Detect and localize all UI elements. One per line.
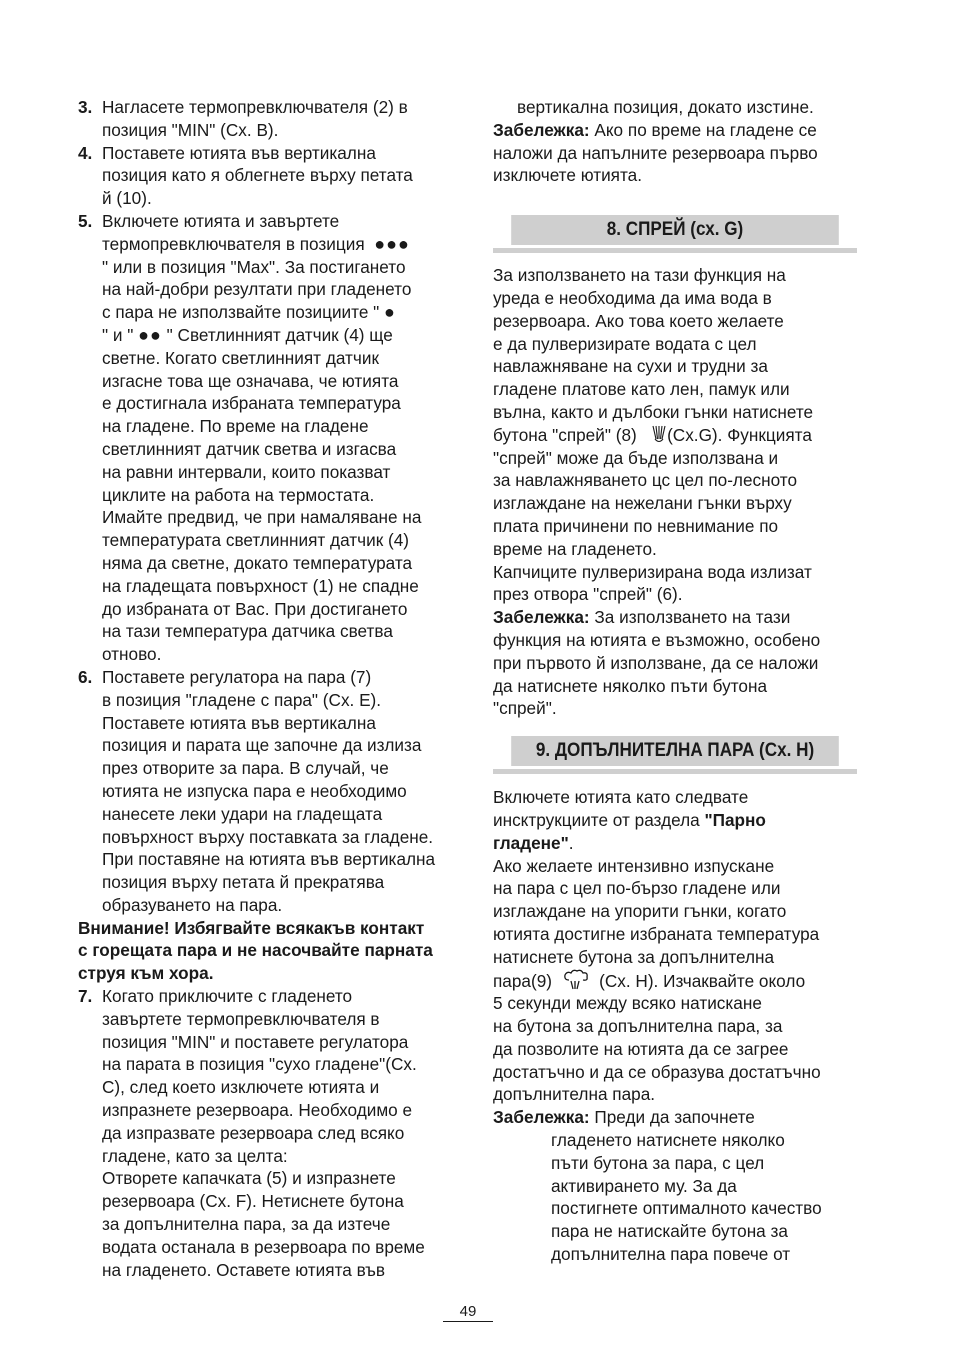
- text-line: гладенето натиснете няколко: [551, 1130, 785, 1151]
- text-line: за навлажняването цс цел по-лесното: [493, 470, 798, 491]
- text-line: вертикална позиция, докато изстине.: [517, 97, 814, 117]
- text-fragment: пара(9): [493, 970, 552, 991]
- text-line: пъти бутона за пара, с цел: [551, 1152, 765, 1173]
- page-number: 49: [459, 1303, 477, 1320]
- section-title: 9. ДОПЪЛНИТЕЛНА ПАРА (Сх. H): [511, 736, 839, 766]
- text-line: образуването на пара.: [102, 894, 283, 915]
- text-line: ютията не изпуска пара е необходимо: [102, 780, 407, 801]
- text-line: изгасне това ще означава, че ютията: [102, 370, 399, 391]
- text-line: Поставете регулатора на пара (7): [102, 666, 372, 687]
- text-line: позиция "MIN" (Сх. B).: [102, 119, 279, 140]
- text-line: Имайте предвид, че при намаляване на: [102, 507, 422, 528]
- heading-underline: [493, 769, 857, 774]
- bold-reference: "Парно: [704, 809, 766, 830]
- text-fragment: " Светлинният датчик (4) ще: [166, 324, 393, 345]
- note-1: [493, 119, 863, 187]
- step-4: [78, 142, 448, 210]
- text-line: на бутона за допълнителна пара, за: [493, 1016, 783, 1037]
- section-9-body: [493, 786, 863, 1266]
- text-fragment: Ако по време на гладене се: [589, 119, 817, 140]
- left-column: [78, 96, 448, 1281]
- text-line: [493, 1106, 863, 1129]
- text-line: При поставяне на ютията във вертикална: [102, 849, 436, 870]
- text-line: време на гладенето.: [493, 538, 657, 559]
- text-line: й (10).: [102, 188, 152, 209]
- text-line: повърхност върху поставката за гладене.: [102, 826, 434, 847]
- text-line: с горещата пара и не насочвайте парната: [78, 940, 433, 961]
- text-line: натиснете бутона за допълнителна: [493, 946, 775, 967]
- text-line: изглаждане на нежелани гънки върху: [493, 493, 792, 514]
- text-line: на най-добри резултати при гладенето: [102, 279, 412, 300]
- text-line: Внимание! Избягвайте всякакъв контакт: [78, 917, 425, 938]
- text-fragment: .: [568, 832, 574, 853]
- text-line: на пара с цел по-бързо гладене или: [493, 878, 781, 899]
- heading-underline: [493, 248, 857, 253]
- text-line: "спрей".: [493, 698, 557, 719]
- text-line: Ако желаете интензивно изпускане: [493, 855, 775, 876]
- text-fragment: термопревключвателя в позиция: [102, 233, 365, 254]
- step-number: 5.: [78, 210, 93, 231]
- text-line: резервоара (Сх. F). Нетиснете бутона: [102, 1191, 404, 1212]
- text-line: Включете ютията и завъртете: [102, 210, 340, 231]
- text-line: в позиция "гладене с пара" (Сх. Е).: [102, 689, 382, 710]
- text-fragment: " и ": [102, 324, 134, 345]
- text-line: светне. Когато светлинният датчик: [102, 347, 379, 368]
- step-number: 7.: [78, 986, 93, 1007]
- section-8-heading: [493, 215, 863, 249]
- text-line: водата останала в резервоара по време: [102, 1236, 425, 1257]
- text-fragment: (Сх.G). Функцията: [667, 424, 812, 445]
- text-fragment: За използването на тази: [589, 607, 791, 628]
- text-line: за допълнителна пара, за да изтече: [102, 1214, 391, 1235]
- section-8-body: [493, 264, 863, 720]
- text-line: [493, 606, 863, 629]
- text-line: позиция върху петата й прекратява: [102, 872, 385, 893]
- text-line: Нагласете термопревключвателя (2) в: [102, 97, 408, 117]
- text-line: Поставете ютията във вертикална: [102, 712, 376, 733]
- text-line: вълна, както и дълбоки гънки натиснете: [493, 401, 814, 422]
- text-line: достатъчно и да се образува достатъчно: [493, 1061, 821, 1082]
- text-line: ютията достигне избраната температура: [493, 923, 820, 944]
- step-number: 3.: [78, 97, 93, 117]
- text-line: на парата в позиция "сухо гладене"(Сх.: [102, 1054, 417, 1075]
- text-line: изпразнете резервоара. Необходимо е: [102, 1100, 413, 1121]
- text-line: активирането му. За да: [551, 1175, 737, 1196]
- step-7: [78, 985, 448, 1281]
- text-line: изключете ютията.: [493, 165, 642, 186]
- text-line: на гладенето. Оставете ютията във: [102, 1259, 386, 1280]
- text-line: на равни интервали, които показват: [102, 461, 391, 482]
- text-line: гладене платове като лен, памук или: [493, 379, 790, 400]
- text-fragment: с пара не използвайте позициите ": [102, 302, 380, 323]
- text-line: С), след което изключете ютията и: [102, 1077, 380, 1098]
- text-line: изглаждане на упорити гънки, когато: [493, 901, 787, 922]
- text-line: За използването на тази функция на: [493, 265, 786, 286]
- text-line: [493, 969, 863, 993]
- text-line: [493, 832, 863, 855]
- text-line: функция на ютията е възможно, особено: [493, 629, 821, 650]
- text-line: отново.: [102, 644, 162, 665]
- text-line: Когато приключите с гладенето: [102, 986, 353, 1007]
- text-line: плата причинени по невнимание по: [493, 515, 779, 536]
- text-line: гладене, като за целта:: [102, 1145, 288, 1166]
- note-label: Забележка:: [493, 119, 590, 140]
- text-line: навлажняване на сухи и трудни за: [493, 356, 768, 377]
- text-line: позиция "MIN" и поставете регулатора: [102, 1031, 409, 1052]
- three-dots-symbol: ●●●: [374, 233, 410, 254]
- step-3: [78, 96, 448, 142]
- two-dots-symbol: ●●: [138, 324, 162, 345]
- text-line: температурата светлинният датчик (4): [102, 530, 409, 551]
- text-line: е да пулверизирате водата с цел: [493, 333, 757, 354]
- text-line: резервоара. Ако това което желаете: [493, 310, 784, 331]
- note-label: Забележка:: [493, 607, 590, 628]
- text-line: е достигнала избраната температура: [102, 393, 401, 414]
- text-line: позиция и парата ще започне да излиза: [102, 735, 422, 756]
- text-line: постигнете оптималното качество: [551, 1198, 822, 1219]
- note-label: Забележка:: [493, 1107, 590, 1128]
- step-number: 4.: [78, 142, 93, 163]
- text-line: циклите на работа на термостата.: [102, 484, 375, 505]
- text-fragment: инсктрукциите от раздела: [493, 809, 705, 830]
- text-line: да позволите на ютията да се загрее: [493, 1038, 789, 1059]
- text-line: да изпразвате резервоара след всяко: [102, 1122, 405, 1143]
- text-line: нанесете леки удари на гладещата: [102, 803, 383, 824]
- text-line: през отворите за пара. В случай, че: [102, 758, 389, 779]
- text-fragment: Преди да започнете: [589, 1107, 755, 1128]
- right-column: [493, 96, 863, 1266]
- text-line: на гладене. По време на гладене: [102, 416, 369, 437]
- text-fragment: бутона "спрей" (8): [493, 424, 637, 445]
- text-line: позиция като я облегнете върху петата: [102, 165, 413, 186]
- text-line: пара не натискайте бутона за: [551, 1221, 788, 1242]
- step-6: [78, 666, 448, 917]
- text-line: " или в позиция "Max". За постигането: [102, 256, 406, 277]
- section-9-heading: [493, 736, 863, 770]
- text-line: Капчиците пулверизирана вода излизат: [493, 561, 812, 582]
- text-line: [102, 324, 448, 347]
- text-line: на гладещата повърхност (1) не спадне: [102, 575, 419, 596]
- text-line: при първото й използване, да се наложи: [493, 652, 819, 673]
- text-line: Включете ютията като следвате: [493, 787, 749, 808]
- text-line: [102, 233, 448, 256]
- text-line: светлинният датчик светва и изгасва: [102, 438, 397, 459]
- text-line: 5 секунди между всяко натискане: [493, 993, 762, 1014]
- step-number: 6.: [78, 666, 93, 687]
- text-line: струя към хора.: [78, 963, 214, 984]
- text-line: да натиснете няколко пъти бутона: [493, 675, 768, 696]
- one-dot-symbol: ●: [384, 302, 396, 323]
- spray-icon: [651, 425, 667, 445]
- text-line: [102, 301, 448, 324]
- text-fragment: (Сх. H). Изчаквайте около: [599, 970, 806, 991]
- text-line: Отворете капачката (5) и изпразнете: [102, 1168, 396, 1189]
- section-title: 8. СПРЕЙ (сх. G): [511, 215, 839, 245]
- text-line: наложи да напълните резервоара първо: [493, 142, 818, 163]
- text-line: уреда е необходима да има вода в: [493, 287, 772, 308]
- bold-reference: гладене": [493, 832, 569, 853]
- step-5: [78, 210, 448, 666]
- text-line: няма да светне, докато температурата: [102, 552, 413, 573]
- text-line: [493, 119, 863, 142]
- steam-burst-icon: [562, 969, 590, 991]
- page-number-rule: [443, 1321, 493, 1322]
- text-line: [493, 809, 863, 832]
- text-line: завъртете термопревключвателя в: [102, 1008, 380, 1029]
- text-line: Поставете ютията във вертикална: [102, 142, 376, 163]
- text-line: до избраната от Вас. При достигането: [102, 598, 408, 619]
- text-line: [493, 424, 863, 447]
- text-line: през отвора "спрей" (6).: [493, 584, 683, 605]
- text-line: допълнителна пара.: [493, 1084, 656, 1105]
- warning-text: [78, 917, 448, 985]
- text-line: на тази температура датчика светва: [102, 621, 393, 642]
- text-line: допълнителна пара повече от: [551, 1244, 791, 1265]
- text-line: "спрей" може да бъде използвана и: [493, 447, 779, 468]
